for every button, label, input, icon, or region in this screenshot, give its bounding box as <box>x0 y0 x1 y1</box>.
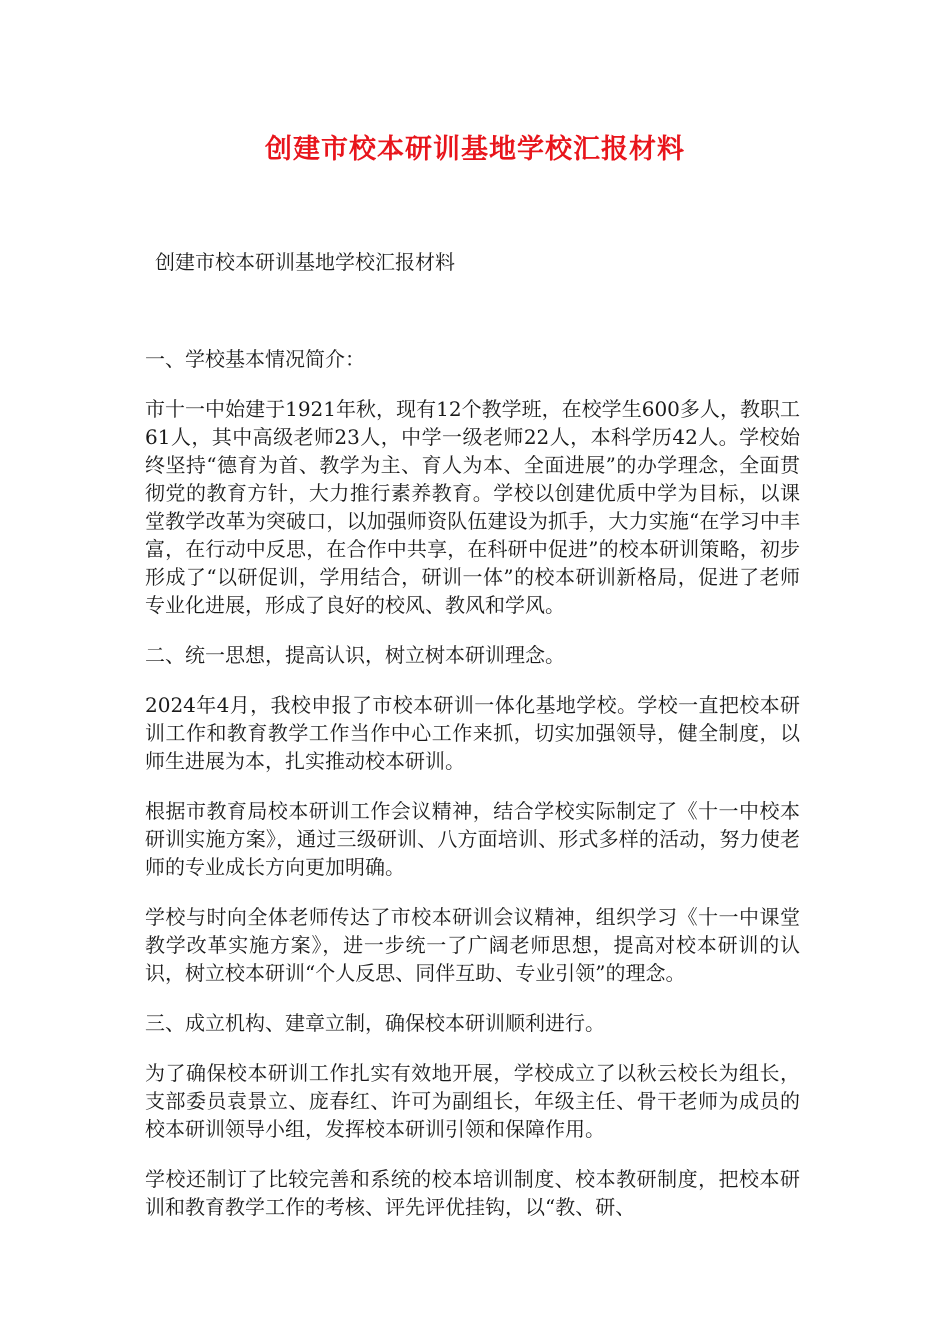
paragraph-implementation-plan: 根据市教育局校本研训工作会议精神，结合学校实际制定了《十一中校本研训实施方案》，通过三级研训、八方面培训、形式多样的活动，努力使老师的专业成长方向更加明确。 <box>145 799 800 879</box>
paragraph-leadership-group: 为了确保校本研训工作扎实有效地开展，学校成立了以秋云校长为组长，支部委员袁景立、庞春红、许可为副组长，年级主任、骨干老师为成员的校本研训领导小组，发挥校本研训引领和保障作用。 <box>145 1061 800 1141</box>
section-heading-basic-info: 一、学校基本情况简介： <box>145 347 365 371</box>
paragraph-school-overview: 市十一中始建于1921年秋，现有12个教学班，在校学生600多人，教职工61人，其中高级老师23人，中学一级老师22人，本科学历42人。学校始终坚持“德育为首、教学为主、育人为本、全面进展”的办学理念，全面贯彻党的教育方针，大力推行素养教育。学校以创建优质中学为目标，以课堂教学改革为突破口，以加强师资队伍建设为抓手，大力实施“在学习中丰富，在行动中反思，在合作中共享，在科研中促进”的校本研训策略，初步形成了“以研促训，学用结合，研训一体”的校本研训新格局，促进了老师专业化进展，形成了良好的校风、教风和学风。 <box>145 397 800 617</box>
document-subtitle: 创建市校本研训基地学校汇报材料 <box>155 250 455 274</box>
paragraph-regulations: 学校还制订了比较完善和系统的校本培训制度、校本教研制度，把校本研训和教育教学工作的考核、评先评优挂钩，以“教、研、 <box>145 1167 800 1219</box>
document-body <box>145 345 800 1243</box>
paragraph-application-2024: 2024年4月，我校申报了市校本研训一体化基地学校。学校一直把校本研训工作和教育教学工作当作中心工作来抓，切实加强领导，健全制度，以师生进展为本，扎实推动校本研训。 <box>145 693 800 773</box>
paragraph-meeting-spirit: 学校与时向全体老师传达了市校本研训会议精神，组织学习《十一中课堂教学改革实施方案》，进一步统一了广阔老师思想，提高对校本研训的认识，树立校本研训“个人反思、同伴互助、专业引领”的理念。 <box>145 905 800 985</box>
section-heading-unify-thinking: 二、统一思想，提高认识，树立树本研训理念。 <box>145 643 565 667</box>
document-title: 创建市校本研训基地学校汇报材料 <box>265 134 685 165</box>
section-heading-organization: 三、成立机构、建章立制，确保校本研训顺利进行。 <box>145 1011 605 1035</box>
